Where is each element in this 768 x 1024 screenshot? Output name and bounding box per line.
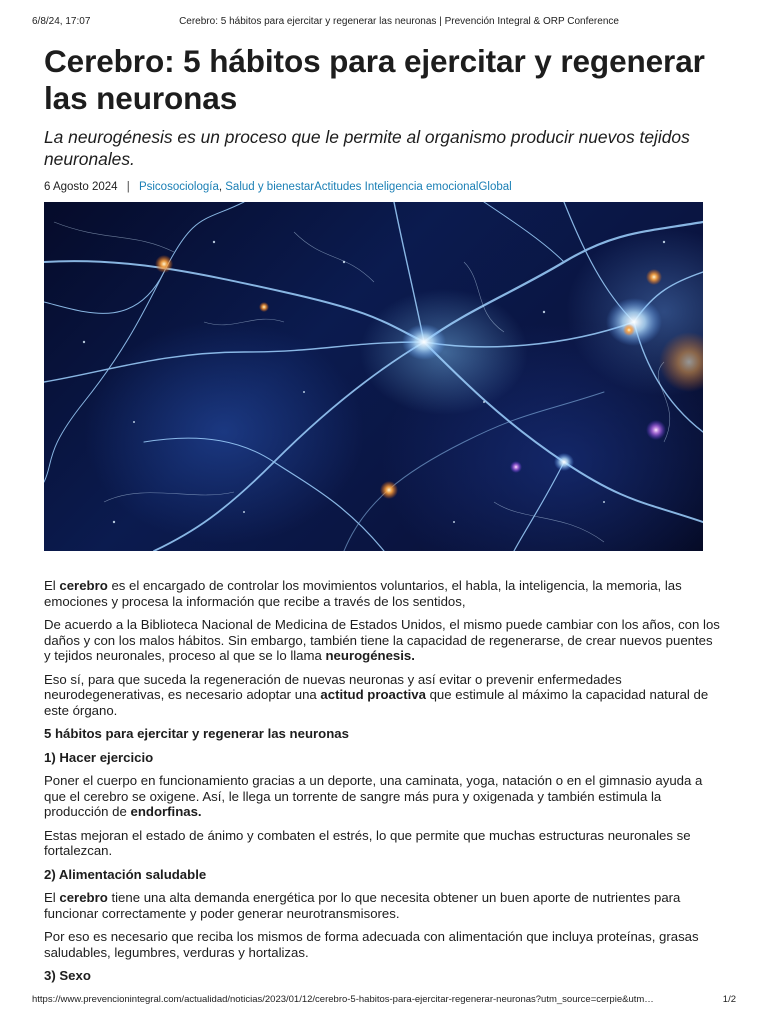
text-run: que estimule al máximo la capacidad natural de este órgano. bbox=[44, 687, 709, 718]
category-link-psicosociologia[interactable]: Psicosociología bbox=[138, 181, 219, 193]
bold-text: neurogénesis. bbox=[325, 648, 415, 663]
text-run: Poner el cuerpo en funcionamiento gracias a un deporte, una caminata, yoga, natación o en el gimnasio ayuda a que el cerebro se oxigene. Así, le llega un torrente de sangre más pura y oxigenada y también estimula la producción de bbox=[44, 773, 703, 819]
section-heading: 3) Sexo bbox=[44, 968, 91, 983]
body-paragraph bbox=[44, 773, 720, 820]
bold-text: cerebro bbox=[59, 578, 108, 593]
hero-image-neurons bbox=[44, 202, 703, 551]
body-paragraph bbox=[44, 890, 720, 921]
section-heading: 1) Hacer ejercicio bbox=[44, 749, 154, 765]
section-heading: 5 hábitos para ejercitar y regenerar las neuronas bbox=[44, 726, 349, 741]
article-subtitle: La neurogénesis es un proceso que le permite al organismo producir nuevos tejidos neuronales. bbox=[44, 127, 690, 169]
print-header bbox=[32, 16, 736, 30]
category-comma: , bbox=[218, 181, 226, 193]
body-paragraph: Por eso es necesario que reciba los mismos de forma adecuada con alimentación que incluya proteínas, grasas saludables, legumbres, verduras y hortalizas. bbox=[44, 929, 699, 960]
article-body bbox=[44, 578, 720, 984]
print-datetime: 6/8/24, 17:07 bbox=[32, 16, 91, 27]
category-link-inteligencia[interactable]: Inteligencia emocional bbox=[364, 181, 479, 193]
article-date: 6 Agosto 2024 bbox=[44, 181, 118, 193]
neuron-illustration bbox=[44, 202, 703, 551]
bold-text: cerebro bbox=[59, 890, 108, 905]
article-headline: Cerebro: 5 hábitos para ejercitar y regenerar las neuronas bbox=[44, 43, 705, 116]
bold-text: endorfinas. bbox=[130, 804, 202, 819]
category-link-salud[interactable]: Salud y bienestar bbox=[225, 181, 315, 193]
category-link-global[interactable]: Global bbox=[478, 181, 512, 193]
category-link-actitudes[interactable]: Actitudes bbox=[314, 181, 362, 193]
body-paragraph bbox=[44, 672, 720, 719]
print-url: https://www.prevencionintegral.com/actualidad/noticias/2023/01/12/cerebro-5-habitos-para-ejercitar-regenerar-neuronas?utm_source=cerpie&utm… bbox=[32, 994, 654, 1005]
text-run: tiene una alta demanda energética por lo que necesita obtener un buen aporte de nutrientes para funcionar correctamente y poder generar neurotransmisores. bbox=[44, 890, 681, 921]
body-paragraph bbox=[44, 578, 720, 609]
text-run: es el encargado de controlar los movimientos voluntarios, el habla, la inteligencia, la memoria, las emociones y procesa la información que recibe a través de los sentidos, bbox=[44, 578, 682, 609]
text-run: De acuerdo a la Biblioteca Nacional de Medicina de Estados Unidos, el mismo puede cambiar con los años, con los daños y con los malos hábitos. Sin embargo, también tiene la capacidad de regenerarse, de crear nuevos puentes y tejidos neuronales, proceso al que se lo llama bbox=[44, 617, 720, 663]
print-page-number: 1/2 bbox=[722, 994, 736, 1005]
text-run: El bbox=[44, 578, 60, 593]
body-paragraph bbox=[44, 617, 720, 664]
article bbox=[44, 43, 720, 992]
text-run: Eso sí, para que suceda la regeneración de nuevas neuronas y así evitar o prevenir enfermedades neurodegenerativas, es necesario adoptar una bbox=[44, 671, 622, 702]
text-run: El bbox=[44, 890, 60, 905]
print-footer bbox=[32, 994, 736, 1006]
section-heading: 2) Alimentación saludable bbox=[44, 866, 207, 882]
meta-separator: | bbox=[126, 181, 130, 193]
print-page-title: Cerebro: 5 hábitos para ejercitar y regenerar las neuronas | Prevención Integral & ORP Conference bbox=[179, 16, 619, 27]
article-meta bbox=[44, 180, 720, 194]
bold-text: actitud proactiva bbox=[320, 687, 426, 702]
body-paragraph: Estas mejoran el estado de ánimo y combaten el estrés, lo que permite que muchas estructuras neuronales se fortalezcan. bbox=[44, 827, 691, 858]
